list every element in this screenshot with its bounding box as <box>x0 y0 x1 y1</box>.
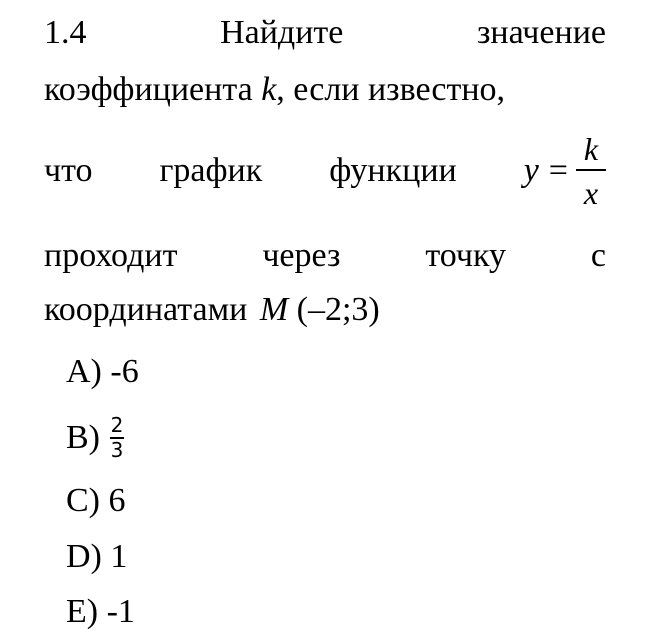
problem-number: 1.4 <box>44 14 87 51</box>
option-label: E) <box>66 593 99 630</box>
problem-word: проходит <box>44 237 178 274</box>
problem-word: график <box>159 152 263 189</box>
problem-word: значение <box>476 14 606 51</box>
answer-option-e <box>66 592 135 632</box>
point-name: M <box>259 291 289 328</box>
problem-text: , если известно, <box>276 71 506 108</box>
option-value: 1 <box>110 538 128 575</box>
problem-line-4 <box>44 236 606 276</box>
function-formula <box>524 131 606 211</box>
option-fraction <box>110 415 124 461</box>
option-value: -6 <box>110 353 139 390</box>
option-label: A) <box>66 353 102 390</box>
problem-word: что <box>44 152 93 189</box>
point-coordinates: (–2;3) <box>296 291 380 328</box>
fraction-bar <box>576 169 606 171</box>
option-label: B) <box>66 419 100 456</box>
problem-text: коэффициента <box>44 71 253 108</box>
problem-word: через <box>262 237 341 274</box>
problem-text: координатами <box>44 291 248 328</box>
variable-k: k <box>261 71 277 108</box>
answer-option-a <box>66 352 139 392</box>
fraction-numerator: k <box>583 131 599 167</box>
problem-line-3 <box>44 126 606 216</box>
answer-option-b <box>66 405 124 471</box>
formula-lhs: y <box>523 152 539 189</box>
option-label: D) <box>66 538 102 575</box>
problem-word: Найдите <box>220 14 344 51</box>
fraction-denominator: 3 <box>110 438 124 462</box>
option-value: -1 <box>106 593 135 630</box>
problem-word: точку <box>425 237 506 274</box>
fraction-numerator: 2 <box>110 413 124 437</box>
problem-word: с <box>590 237 606 274</box>
option-value: 6 <box>108 482 126 519</box>
option-label: C) <box>66 482 100 519</box>
problem-line-2 <box>44 70 606 110</box>
problem-word: функции <box>329 152 457 189</box>
answer-option-c <box>66 481 126 521</box>
formula-fraction <box>576 131 606 211</box>
answer-option-d <box>66 537 127 577</box>
problem-line-5 <box>44 290 606 330</box>
fraction-denominator: x <box>583 175 599 211</box>
problem-line-1 <box>44 13 606 53</box>
formula-equals: = <box>548 152 568 189</box>
